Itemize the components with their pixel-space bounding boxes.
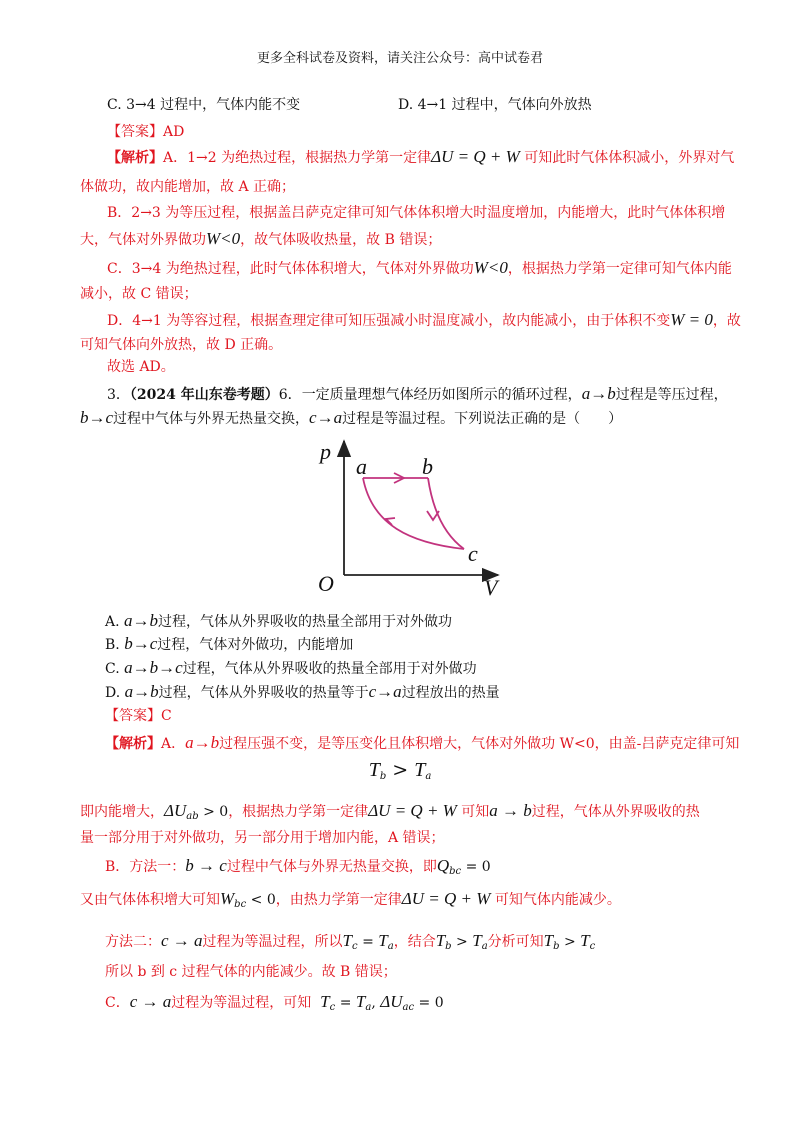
formula: ΔU = Q + W: [431, 147, 520, 166]
origin-label: O: [318, 571, 334, 596]
analysis-line: 即内能增大，$\Delta U_{ab} > 0$，根据热力学第一定律ΔU = Q + W 可知a → b过程，气体从外界吸收的热: [80, 801, 700, 822]
formula: W = 0: [670, 310, 713, 329]
option-a: A. a→b过程，气体从外界吸收的热量全部用于对外做功: [105, 611, 453, 630]
point-c-label: c: [468, 541, 478, 566]
analysis-line: 可知气体向外放热，故 D 正确。: [80, 337, 283, 353]
analysis-line: B．2→3 为等压过程，根据盖吕萨克定律可知气体体积增大时温度增加，内能增大，此时气体体积增: [107, 205, 726, 221]
point-a-label: a: [356, 454, 367, 479]
pv-diagram: [300, 425, 520, 605]
question-stem: b→c过程中气体与外界无热量交换，c→a过程是等温过程。下列说法正确的是（ ）: [80, 408, 623, 427]
option-c: C. a→b→c过程，气体从外界吸收的热量全部用于对外做功: [105, 658, 477, 677]
analysis-line: 【解析】A．1→2 为绝热过程，根据热力学第一定律ΔU = Q + W 可知此时气体体积减小，外界对气: [107, 147, 735, 166]
formula: W<0: [473, 258, 508, 277]
arrow-bc-icon: [427, 511, 439, 520]
analysis-line: 又由气体体积增大可知$W_{bc} < 0$，由热力学第一定律ΔU = Q + W 可知气体内能减少。: [80, 889, 621, 910]
option-d: D. a→b过程，气体从外界吸收的热量等于c→a过程放出的热量: [105, 682, 500, 701]
formula-tb-gt-ta: $T_b > T_a$: [368, 759, 432, 782]
v-axis-label: V: [484, 575, 498, 600]
analysis-line: D．4→1 为等容过程，根据查理定律可知压强减小时温度减小，故内能减小，由于体积不变W = 0，故: [107, 310, 741, 329]
process-bc-curve: [428, 478, 464, 549]
analysis-line: 所以 b 到 c 过程气体的内能减少。故 B 错误；: [105, 964, 397, 980]
option-c: C. 3→4 过程中，气体内能不变: [107, 97, 301, 113]
point-b-label: b: [422, 454, 433, 479]
analysis-line: B．方法一：b → c过程中气体与外界无热量交换，即$Q_{bc} = 0$: [105, 856, 491, 877]
analysis-line: C．3→4 为绝热过程，此时气体体积增大，气体对外界做功W<0，根据热力学第一定律可知气体内能: [107, 258, 732, 277]
page-header: 更多全科试卷及资料，请关注公众号：高中试卷君: [256, 51, 543, 66]
analysis-line: 大，气体对外界做功W<0，故气体吸收热量，故 B 错误；: [80, 229, 442, 248]
option-b: B. b→c过程，气体对外做功，内能增加: [105, 634, 354, 653]
formula: W<0: [206, 229, 241, 248]
arrow-ca-icon: [386, 518, 395, 525]
option-d: D. 4→1 过程中，气体向外放热: [398, 97, 592, 113]
answer-label: 【答案】C: [105, 708, 172, 724]
answer-label: 【答案】AD: [107, 124, 185, 140]
analysis-line: 故选 AD。: [107, 359, 175, 375]
analysis-line: 【解析】A．a→b过程压强不变，是等压变化且体积增大，气体对外做功 W<0，由盖-吕萨克定律可知: [105, 733, 740, 752]
analysis-line: 方法二：c → a过程为等温过程，所以$T_c = T_a$，结合$T_b > T_a$分析可知$T_b > T_c$: [105, 931, 596, 952]
p-axis-label: p: [320, 439, 331, 464]
analysis-line: 量一部分用于对外做功，另一部分用于增加内能，A 错误；: [80, 830, 445, 846]
analysis-line: 体做功，故内能增加，故 A 正确；: [80, 179, 296, 195]
process-ca-curve: [363, 478, 464, 549]
analysis-line: C．c → a过程为等温过程，可知 $T_c = T_a$, $\Delta U_{ac} = 0$: [105, 992, 444, 1013]
question-stem: 3．（2024 年山东卷考题）6．一定质量理想气体经历如图所示的循环过程，a→b过程是等压过程，: [107, 384, 728, 403]
analysis-line: 减小，故 C 错误；: [80, 286, 198, 302]
